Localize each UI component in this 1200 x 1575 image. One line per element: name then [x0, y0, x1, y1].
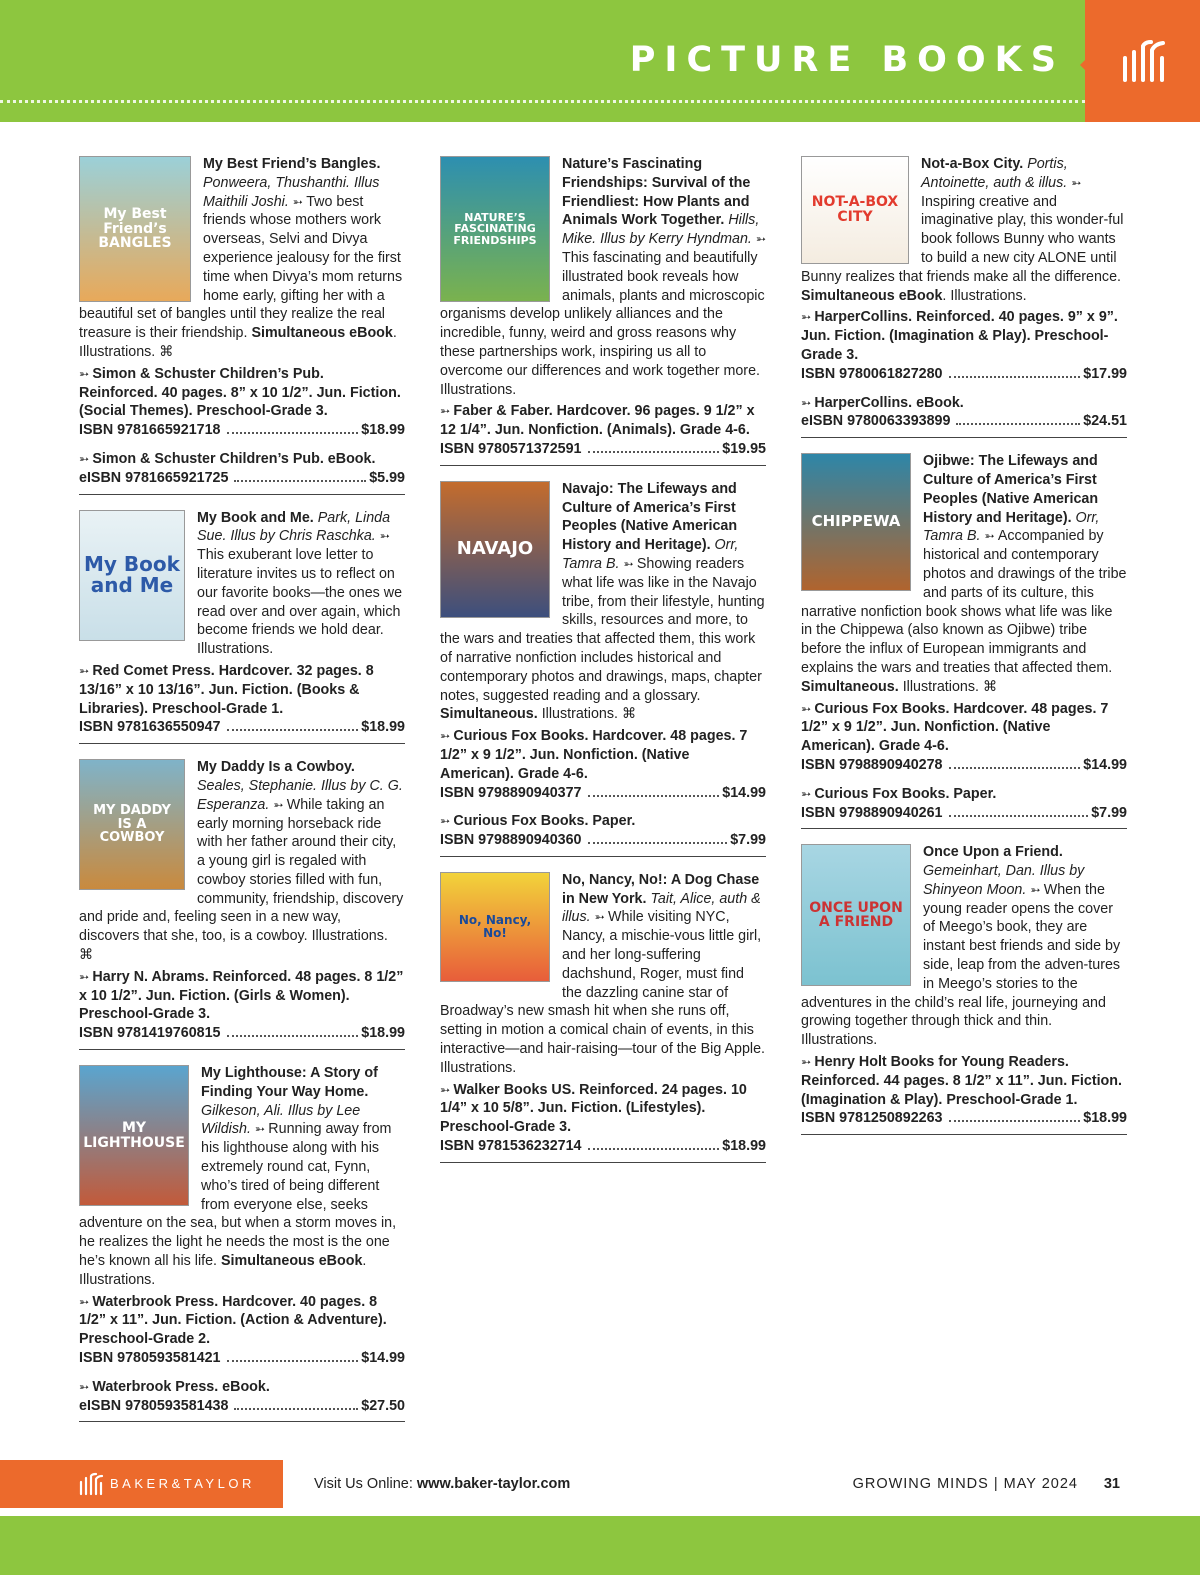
book-title: Once Upon a Friend. [923, 844, 1063, 861]
price: $14.99 [361, 1350, 405, 1367]
format-details [79, 1293, 405, 1349]
isbn: eISBN 9781665921725 [79, 469, 229, 486]
arrow-icon: ➳ [984, 529, 998, 544]
dot-leader [588, 1148, 720, 1150]
book-authors: Orr, Tamra B. [562, 537, 739, 572]
book-entry [79, 155, 405, 495]
isbn-row [79, 718, 405, 737]
format-text: Waterbrook Press. eBook. [92, 1378, 270, 1395]
book-title: My Book and Me. [197, 509, 314, 526]
isbn: eISBN 9780063393899 [801, 413, 951, 430]
arrow-icon: ➳ [79, 451, 93, 466]
format-details [801, 700, 1127, 756]
format-text: HarperCollins. eBook. [814, 394, 964, 411]
arrow-icon: ➳ [79, 366, 93, 381]
column-1 [79, 155, 405, 1436]
book-title: No, Nancy, No!: A Dog Chase in New York. [562, 871, 760, 907]
format-details [79, 968, 405, 1024]
book-summary: While visiting NYC, Nancy, a mischie-vous little girl, and her long-suffering dachshund, Roger, must find the dazzling canine star of Broadway’s new smash hit when she runs off, setting in motion a comical chain of events, in this interactive—and hair-raising—tour of the Big Apple. Illustrations. [440, 909, 766, 1076]
price: $18.99 [361, 1025, 405, 1042]
arrow-icon: ➳ [254, 1122, 269, 1137]
book-title: My Best Friend’s Bangles. [203, 156, 381, 172]
book-cover-image[interactable] [801, 844, 911, 986]
price: $18.99 [1083, 1110, 1127, 1127]
book-summary: Accompanied by historical and contemporary photos and drawings of the tribe and parts of its culture, this narrative nonfiction book shows what life was like in the Chippewa (also known as Ojibwe) tribe before the influx of European immigrants and explains the wars and treaties that affected them. [801, 528, 1127, 676]
price: $24.51 [1083, 413, 1127, 430]
isbn: eISBN 9780593581438 [79, 1397, 229, 1414]
book-title: My Lighthouse: A Story of Finding Your Way Home. [201, 1065, 378, 1100]
isbn-row [801, 365, 1127, 384]
book-entry [801, 452, 1127, 829]
format-text: Curious Fox Books. Paper. [453, 813, 636, 830]
arrow-icon: ➳ [79, 969, 93, 984]
book-entry [801, 843, 1127, 1135]
book-cover-image[interactable] [79, 156, 191, 302]
isbn-row [79, 1349, 405, 1368]
book-tail: . Illustrations. ⌘ [79, 325, 397, 360]
isbn-row [440, 784, 766, 803]
book-summary: This exuberant love letter to literature invites us to reflect on our favorite books—the ones we read over and over again, which become friends we hold dear. Illustrations. [197, 547, 403, 658]
price: $18.99 [361, 719, 405, 736]
isbn-row [440, 1137, 766, 1156]
isbn: ISBN 9781636550947 [79, 719, 221, 736]
arrow-icon: ➳ [440, 729, 454, 744]
arrow-icon: ➳ [79, 663, 93, 678]
entry-divider [801, 1134, 1127, 1135]
arrow-icon: ➳ [1030, 882, 1044, 897]
format-details [440, 727, 766, 783]
isbn: ISBN 9781419760815 [79, 1025, 221, 1042]
bottom-color-bar [0, 1516, 1200, 1575]
cover-title: MY DADDY IS A COWBOY [93, 803, 171, 846]
dot-leader [588, 451, 720, 453]
column-2 [440, 155, 766, 1177]
entry-divider [79, 494, 405, 495]
isbn: ISBN 9780593581421 [79, 1350, 221, 1367]
format-details [440, 1081, 766, 1137]
format-text: Henry Holt Books for Young Readers. Reinforced. 44 pages. 8 1/2” x 11”. Jun. Fiction. (Imagination & Play). Preschool-Grade 1. [801, 1054, 1122, 1108]
isbn-row [801, 412, 1127, 431]
format-details [801, 394, 1127, 413]
cover-title: ONCE UPON A FRIEND [809, 899, 903, 931]
dot-leader [227, 729, 359, 731]
isbn: ISBN 9780061827280 [801, 365, 943, 382]
entry-divider [79, 743, 405, 744]
arrow-icon: ➳ [440, 1082, 454, 1097]
simultaneous-label: Simultaneous eBook [221, 1253, 363, 1270]
cover-title: CHIPPEWA [811, 512, 901, 531]
price: $18.99 [722, 1138, 766, 1155]
book-entry [440, 871, 766, 1163]
format-details [801, 1053, 1127, 1109]
column-3 [801, 155, 1127, 1149]
arrow-icon: ➳ [79, 1379, 93, 1394]
book-authors: Ponweera, Thushanthi. Illus Maithili Joshi. [203, 174, 380, 210]
arrow-icon: ➳ [801, 701, 815, 716]
format-gap [801, 384, 1127, 391]
isbn-row [440, 831, 766, 850]
dot-leader [234, 1408, 358, 1410]
format-text: Curious Fox Books. Hardcover. 48 pages. 7 1/2” x 9 1/2”. Jun. Nonfiction. (Native American). Grade 4-6. [440, 728, 748, 782]
dot-leader [588, 842, 728, 844]
arrow-icon: ➳ [801, 310, 815, 325]
cover-title: NOT-A-BOX CITY [811, 194, 899, 225]
isbn-row [79, 469, 405, 488]
dot-leader [949, 815, 1089, 817]
arrow-icon: ➳ [1071, 175, 1082, 190]
book-summary: When the young reader opens the cover of Meego’s book, they are instant best friends and side by side, leap from the adven-tures in Meego’s stories to the adventures in the child’s real life, journeying and growing together through thick and thin. Illustrations. [801, 881, 1121, 1049]
book-cover-image[interactable] [440, 872, 550, 982]
entry-divider [801, 828, 1127, 829]
isbn-row [79, 1397, 405, 1416]
book-authors: Tait, Alice, auth & illus. [562, 890, 761, 926]
cover-title: My Best Friend’s BANGLES [98, 205, 172, 252]
format-text: Red Comet Press. Hardcover. 32 pages. 8 13/16” x 10 13/16”. Jun. Fiction. (Books & Libraries). Preschool-Grade 1. [79, 662, 374, 717]
book-authors: Portis, Antoinette, auth & illus. [921, 156, 1068, 191]
dot-leader [956, 423, 1080, 425]
book-summary: Running away from his lighthouse along with his extremely round cat, Fynn, who’s tired of being different from everyone else, seeks adventure on the sea, but when a storm moves in, he realizes the light he needs the most is the one he’s known all his life. [79, 1121, 397, 1270]
simultaneous-label: Simultaneous. [801, 678, 899, 695]
book-entry [79, 509, 405, 745]
footer-visit [314, 1476, 570, 1492]
format-text: Faber & Faber. Hardcover. 96 pages. 9 1/2” x 12 1/4”. Jun. Nonfiction. (Animals). Grade 4-6. [440, 403, 755, 439]
arrow-icon: ➳ [801, 1055, 815, 1070]
format-text: Simon & Schuster Children’s Pub. Reinforced. 40 pages. 8” x 10 1/2”. Jun. Fiction. (Social Themes). Preschool-Grade 3. [79, 365, 401, 420]
book-title: Not-a-Box City. [921, 156, 1024, 172]
entry-divider [79, 1421, 405, 1422]
book-tail: Illustrations. ⌘ [537, 706, 637, 723]
book-tail: . Illustrations. [79, 1253, 367, 1288]
bt-logo-icon [1085, 0, 1200, 122]
format-text: Curious Fox Books. Paper. [814, 785, 997, 802]
format-gap [440, 802, 766, 809]
price: $14.99 [1083, 756, 1127, 773]
format-details [79, 450, 405, 469]
book-entry [440, 155, 766, 466]
book-entry [79, 758, 405, 1050]
arrow-icon: ➳ [801, 786, 815, 801]
dot-leader [949, 376, 1081, 378]
isbn: ISBN 9798890940261 [801, 804, 943, 821]
arrow-icon: ➳ [379, 529, 390, 544]
arrow-icon: ➳ [755, 232, 766, 247]
format-text: HarperCollins. Reinforced. 40 pages. 9” x 9”. Jun. Fiction. (Imagination & Play). Preschool-Grade 3. [801, 309, 1118, 363]
price: $18.99 [361, 422, 405, 439]
dot-leader [949, 1120, 1081, 1122]
isbn-row [440, 440, 766, 459]
issue-label: GROWING MINDS | MAY 2024 [852, 1476, 1078, 1492]
website-link[interactable]: www.baker-taylor.com [416, 1476, 571, 1492]
arrow-icon: ➳ [440, 814, 454, 829]
dot-leader [588, 795, 720, 797]
cover-title: My Book and Me [84, 552, 180, 598]
simultaneous-label: Simultaneous. [440, 706, 538, 723]
isbn-row [801, 1109, 1127, 1128]
dot-leader [949, 767, 1081, 769]
isbn: ISBN 9781665921718 [79, 422, 221, 439]
cover-title: NAVAJO [456, 537, 534, 559]
book-summary: Two best friends whose mothers work overseas, Selvi and Divya experience jealousy for the first time when Divya’s mom returns home early, gifting her with a beautiful set of bangles until they realize the real treasure is their friendship. [79, 193, 403, 342]
format-text: Waterbrook Press. Hardcover. 40 pages. 8 1/2” x 11”. Jun. Fiction. (Action & Adventure). Preschool-Grade 2. [79, 1293, 387, 1348]
book-entry [440, 480, 766, 857]
book-cover-image[interactable] [79, 759, 185, 890]
book-summary: Inspiring creative and imaginative play, this wonder-ful book follows Bunny who wants to build a new city ALONE until Bunny realizes that friends make all the difference. [801, 193, 1124, 285]
cover-title: MY LIGHTHOUSE [83, 1119, 185, 1151]
format-text: Curious Fox Books. Hardcover. 48 pages. 7 1/2” x 9 1/2”. Jun. Nonfiction. (Native American). Grade 4-6. [801, 700, 1109, 755]
price: $7.99 [1091, 804, 1127, 821]
book-cover-image[interactable] [801, 453, 911, 591]
book-cover-image[interactable] [440, 481, 550, 618]
entry-divider [801, 437, 1127, 438]
isbn-row [79, 421, 405, 440]
dot-leader [227, 432, 359, 434]
price: $7.99 [730, 832, 766, 849]
book-entry [79, 1064, 405, 1422]
book-cover-image[interactable] [79, 1065, 189, 1206]
price: $19.95 [722, 440, 766, 457]
entry-divider [440, 856, 766, 857]
format-details [79, 365, 405, 421]
book-title: Ojibwe: The Lifeways and Culture of America’s First Peoples (Native American History and Heritage). [923, 453, 1099, 526]
format-text: Simon & Schuster Children’s Pub. eBook. [92, 450, 376, 467]
arrow-icon: ➳ [273, 797, 287, 812]
price: $5.99 [369, 469, 405, 486]
isbn: ISBN 9781536232714 [440, 1138, 582, 1155]
book-summary: This fascinating and beautifully illustrated book reveals how animals, plants and microscopic organisms develop unlikely alliances and the incredible, funny, weird and gross reasons why these partnerships work, inspiring us all to overcome our differences and work together more. Illustrations. [440, 249, 765, 398]
entry-divider [440, 1162, 766, 1163]
simultaneous-label: Simultaneous eBook [801, 287, 943, 304]
format-details [801, 785, 1127, 804]
book-authors: Park, Linda Sue. Illus by Chris Raschka. [197, 509, 391, 545]
book-authors: Gilkeson, Ali. Illus by Lee Wildish. [201, 1102, 361, 1138]
book-title: Navajo: The Lifeways and Culture of America’s First Peoples (Native American History and Heritage). [562, 480, 738, 554]
dotted-divider [0, 100, 1085, 103]
visit-label: Visit Us Online: [314, 1476, 413, 1492]
entry-divider [79, 1049, 405, 1050]
isbn-row [801, 804, 1127, 823]
book-entry [801, 155, 1127, 438]
book-cover-image[interactable] [801, 156, 909, 264]
dot-leader [234, 480, 366, 482]
format-details [440, 402, 766, 440]
section-header [0, 0, 1200, 122]
format-details [801, 308, 1127, 364]
section-title: PICTURE BOOKS [629, 40, 1065, 80]
format-text: Walker Books US. Reinforced. 24 pages. 10 1/4” x 10 5/8”. Jun. Fiction. (Lifestyles). Preschool-Grade 3. [440, 1081, 747, 1136]
format-details [79, 662, 405, 718]
price: $27.50 [361, 1397, 405, 1414]
entry-divider [440, 465, 766, 466]
format-gap [79, 1368, 405, 1375]
price: $14.99 [722, 784, 766, 801]
arrow-icon: ➳ [292, 194, 307, 209]
cover-title: No, Nancy, No! [458, 913, 532, 940]
dot-leader [227, 1360, 359, 1362]
baker-taylor-logo [1085, 0, 1200, 122]
book-authors: Seales, Stephanie. Illus by C. G. Esperanza. [197, 777, 403, 813]
price: $17.99 [1083, 365, 1127, 382]
book-tail: Illustrations. ⌘ [898, 678, 998, 695]
isbn: ISBN 9798890940278 [801, 756, 943, 773]
arrow-icon: ➳ [623, 556, 637, 571]
book-authors: Hills, Mike. Illus by Kerry Hyndman. [562, 212, 760, 248]
footer-brand-box [0, 1460, 283, 1508]
isbn: ISBN 9780571372591 [440, 440, 582, 457]
book-cover-image[interactable] [79, 510, 185, 641]
format-text: Harry N. Abrams. Reinforced. 48 pages. 8 1/2” x 10 1/2”. Jun. Fiction. (Girls & Women). Preschool-Grade 3. [79, 968, 404, 1023]
footer-brand: BAKER&TAYLOR [110, 1476, 255, 1491]
book-summary: Showing readers what life was like in the Navajo tribe, from their lifestyle, hunting skills, resources and more, to the wars and treaties that affected them, this work of narrative nonfiction includes historical and contemporary photos and drawings, maps, chapter notes, suggested reading and a glossary. [440, 555, 765, 704]
format-gap [801, 775, 1127, 782]
isbn: ISBN 9798890940377 [440, 784, 582, 801]
book-title: Nature’s Fascinating Friendships: Survival of the Friendliest: How Plants and Animals Work Together. [562, 156, 751, 229]
simultaneous-label: Simultaneous eBook [251, 325, 393, 342]
arrow-icon: ➳ [594, 910, 608, 925]
dot-leader [227, 1035, 359, 1037]
book-authors: Gemeinhart, Dan. Illus by Shinyeon Moon. [923, 863, 1085, 898]
page-number: 31 [1103, 1476, 1120, 1492]
isbn: ISBN 9798890940360 [440, 832, 582, 849]
arrow-icon: ➳ [801, 395, 815, 410]
bt-logo-icon [78, 1472, 104, 1496]
format-details [440, 812, 766, 831]
arrow-icon: ➳ [440, 404, 454, 419]
isbn-row [801, 756, 1127, 775]
isbn-row [79, 1024, 405, 1043]
format-gap [79, 440, 405, 447]
cover-title: NATURE’S FASCINATING FRIENDSHIPS [453, 210, 537, 247]
arrow-icon: ➳ [79, 1294, 93, 1309]
isbn: ISBN 9781250892263 [801, 1110, 943, 1127]
book-title: My Daddy Is a Cowboy. [197, 759, 355, 776]
format-details [79, 1378, 405, 1397]
book-summary: While taking an early morning horseback ride with her father around their city, a young girl is regaled with cowboy stories filled with fun, community, friendship, discovery and pride and, feeling seen in a new way, discovers that she, too, is a cowboy. Illustrations. ⌘ [79, 796, 404, 964]
book-authors: Orr, Tamra B. [923, 509, 1100, 545]
book-tail: . Illustrations. [942, 287, 1027, 304]
book-cover-image[interactable] [440, 156, 550, 302]
page-footer [0, 1460, 1200, 1508]
